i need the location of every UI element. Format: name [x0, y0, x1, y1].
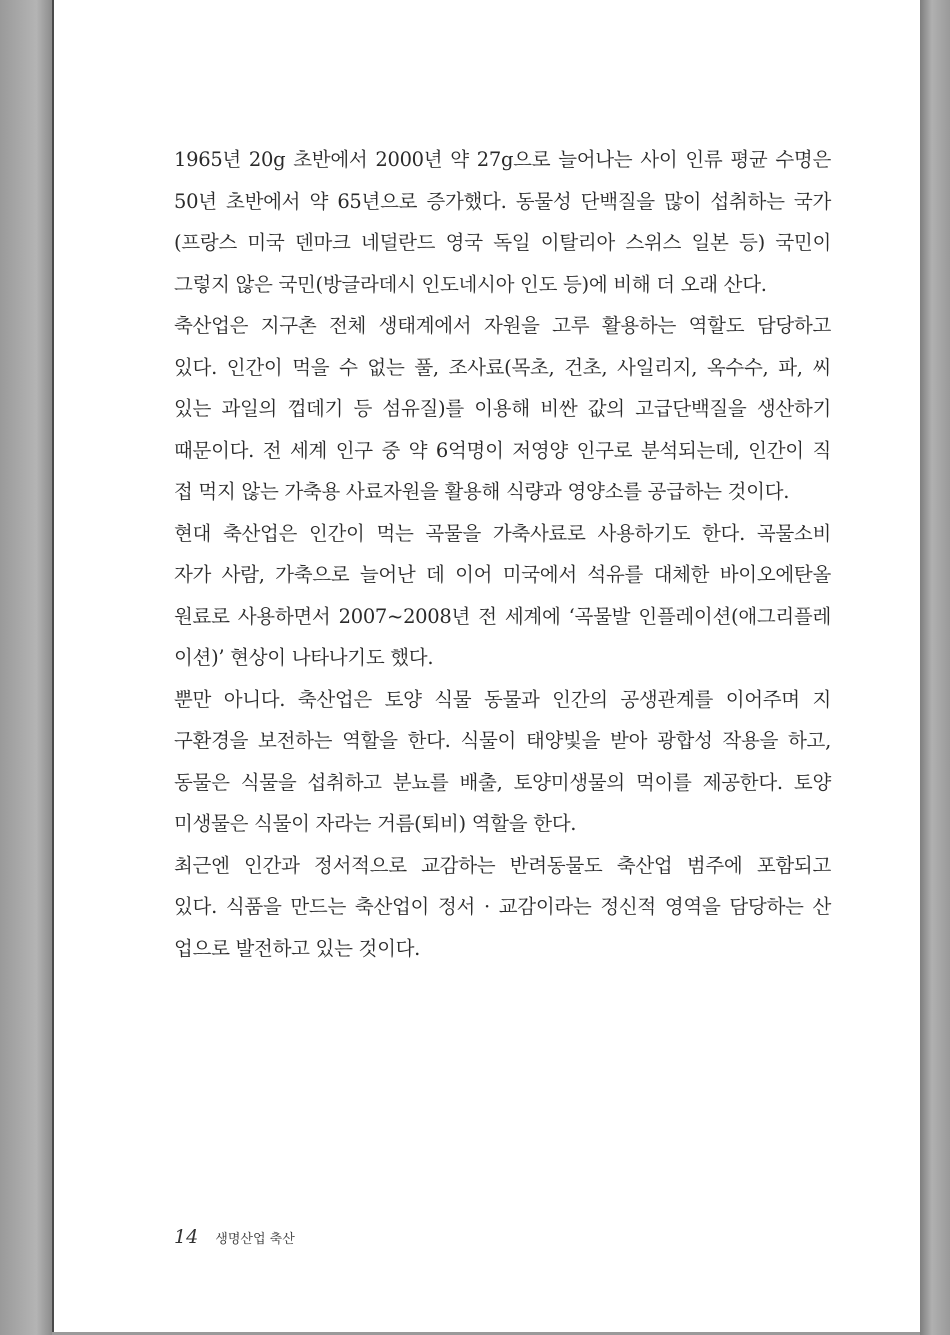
text-line: 원료로 사용하면서 2007~2008년 전 세계에 ‘곡물발 인플레이션(애그리플레: [174, 604, 831, 628]
text-line: 있다. 인간이 먹을 수 없는 풀, 조사료(목초, 건초, 사일리지, 옥수수, 파, 씨: [174, 355, 831, 379]
text-line: 이션)’ 현상이 나타나기도 했다.: [174, 646, 434, 669]
text-line: 미생물은 식물이 자라는 거름(퇴비) 역할을 한다.: [174, 812, 577, 835]
text-line: 자가 사람, 가축으로 늘어난 데 이어 미국에서 석유를 대체한 바이오에탄올: [174, 563, 831, 586]
page-gutter-shadow: [0, 0, 52, 1335]
text-line: (프랑스 미국 덴마크 네덜란드 영국 독일 이탈리아 스위스 일본 등) 국민이: [174, 231, 831, 254]
text-line: 있다. 식품을 만드는 축산업이 정서 · 교감이라는 정신적 영역을 담당하는 산: [174, 895, 831, 918]
text-line: 50년 초반에서 약 65년으로 증가했다. 동물성 단백질을 많이 섭취하는 국가: [174, 189, 831, 213]
text-line: 접 먹지 않는 가축용 사료자원을 활용해 식량과 영양소를 공급하는 것이다.: [174, 480, 790, 503]
text-line: 업으로 발전하고 있는 것이다.: [174, 936, 421, 960]
text-line: 최근엔 인간과 정서적으로 교감하는 반려동물도 축산업 범주에 포함되고: [174, 853, 831, 877]
text-line: 동물은 식물을 섭취하고 분뇨를 배출, 토양미생물의 먹이를 제공한다. 토양: [174, 770, 831, 794]
running-title: 생명산업 축산: [215, 1232, 295, 1247]
text-line: 구환경을 보전하는 역할을 한다. 식물이 태양빛을 받아 광합성 작용을 하고,: [174, 729, 831, 752]
text-line: 현대 축산업은 인간이 먹는 곡물을 가축사료로 사용하기도 한다. 곡물소비: [174, 521, 831, 545]
body-text: [174, 139, 831, 969]
book-page: [52, 0, 920, 1332]
text-line: 1965년 20g 초반에서 2000년 약 27g으로 늘어나는 사이 인류 평균 수명은: [174, 148, 831, 171]
text-line: 축산업은 지구촌 전체 생태계에서 자원을 고루 활용하는 역할도 담당하고: [174, 314, 831, 337]
page-footer: [174, 1226, 295, 1248]
page-edge-shadow: [920, 0, 950, 1335]
text-line: 있는 과일의 껍데기 등 섬유질)를 이용해 비싼 값의 고급단백질을 생산하기: [174, 397, 831, 420]
text-line: 그렇지 않은 국민(방글라데시 인도네시아 인도 등)에 비해 더 오래 산다.: [174, 272, 767, 296]
text-line: 뿐만 아니다. 축산업은 토양 식물 동물과 인간의 공생관계를 이어주며 지: [174, 687, 831, 711]
page-number: 14: [174, 1226, 199, 1248]
text-line: 때문이다. 전 세계 인구 중 약 6억명이 저영양 인구로 분석되는데, 인간이 직: [174, 438, 831, 462]
